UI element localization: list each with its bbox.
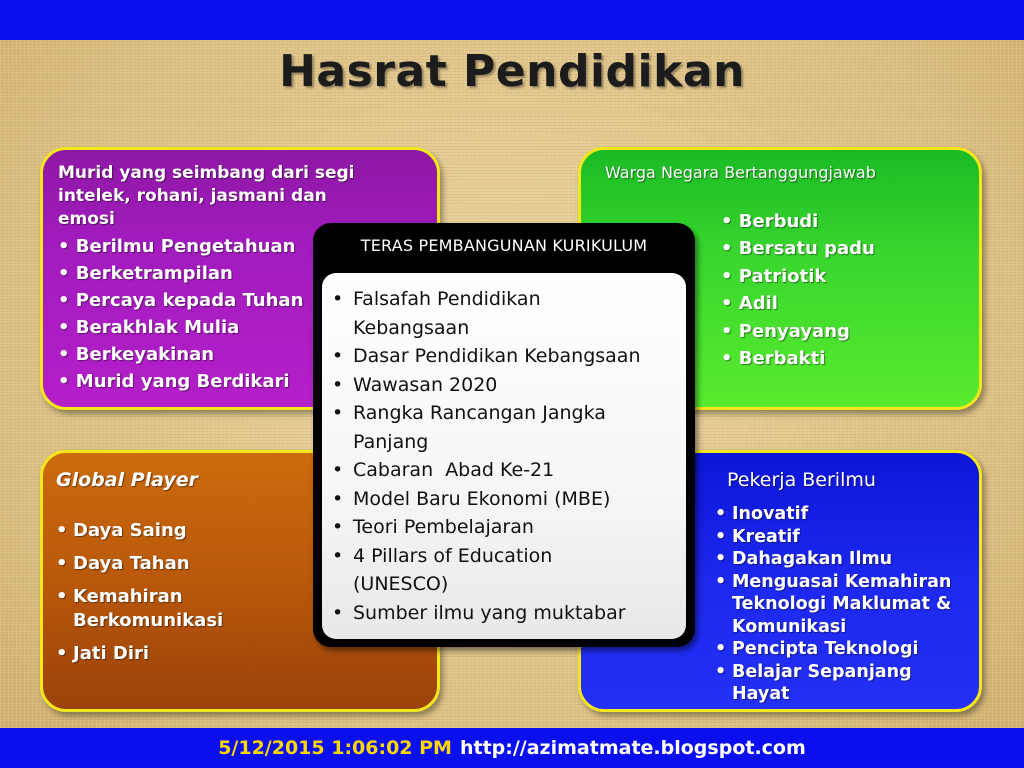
footer-url[interactable]: http://azimatmate.blogspot.com xyxy=(459,737,806,759)
list-item: • Daya Saing xyxy=(56,520,187,541)
list-item: • Kreatif xyxy=(715,526,800,547)
list-item: • Belajar Sepanjang Hayat xyxy=(715,661,912,704)
list-item: • Bersatu padu xyxy=(721,238,875,260)
footer-bar xyxy=(0,728,1024,768)
box-heading: Global Player xyxy=(56,469,199,491)
box-list xyxy=(721,208,875,372)
list-item: • Berilmu Pengetahuan xyxy=(58,236,296,257)
box-list xyxy=(715,503,975,706)
list-item: • Wawasan 2020 xyxy=(332,373,498,396)
list-item: • Falsafah Pendidikan Kebangsaan xyxy=(332,288,541,339)
list-item: • Berkeyakinan xyxy=(58,344,215,365)
box-heading: Warga Negara Bertanggungjawab xyxy=(605,163,876,182)
box-list xyxy=(56,519,256,675)
list-item: • Menguasai Kemahiran Teknologi Maklumat & Komunikasi xyxy=(715,571,952,637)
slide-title: Hasrat Pendidikan xyxy=(279,46,745,97)
list-item: • Cabaran Abad Ke-21 xyxy=(332,459,555,481)
box-heading: Pekerja Berilmu xyxy=(727,469,876,491)
list-item: • Berbakti xyxy=(721,348,826,370)
center-list xyxy=(332,285,642,627)
list-item: • Inovatif xyxy=(715,504,809,524)
center-panel-teras xyxy=(313,223,695,647)
center-content xyxy=(322,273,686,639)
list-item: • Pencipta Teknologi xyxy=(715,639,919,659)
center-heading: TERAS PEMBANGUNAN KURIKULUM xyxy=(360,236,648,255)
list-item: • Sumber ilmu yang muktabar xyxy=(332,601,626,624)
list-item: • Dasar Pendidikan Kebangsaan xyxy=(332,345,641,367)
list-item: • Daya Tahan xyxy=(56,553,190,574)
list-item: • Jati Diri xyxy=(56,643,150,664)
list-item: • Berketrampilan xyxy=(58,263,233,284)
list-item: • Penyayang xyxy=(721,320,850,342)
list-item: • Adil xyxy=(721,293,778,315)
list-item: • Teori Pembelajaran xyxy=(332,516,534,538)
list-item: • Model Baru Ekonomi (MBE) xyxy=(332,487,611,510)
list-item: • Berakhlak Mulia xyxy=(58,317,240,338)
top-bar xyxy=(0,0,1024,40)
list-item: • Berbudi xyxy=(721,211,819,232)
box-list xyxy=(58,233,303,395)
list-item: • Murid yang Berdikari xyxy=(58,371,290,392)
list-item: • Patriotik xyxy=(721,265,827,287)
list-item: • Kemahiran Berkomunikasi xyxy=(56,586,224,631)
list-item: • 4 Pillars of Education (UNESCO) xyxy=(332,544,553,595)
box-heading: Murid yang seimbang dari segi intelek, rohani, jasmani dan emosi xyxy=(58,163,355,229)
footer-date: 5/12/2015 1:06:02 PM xyxy=(218,737,452,759)
list-item: • Percaya kepada Tuhan xyxy=(58,290,304,311)
list-item: • Rangka Rancangan Jangka Panjang xyxy=(332,402,606,453)
list-item: • Dahagakan Ilmu xyxy=(715,549,893,569)
